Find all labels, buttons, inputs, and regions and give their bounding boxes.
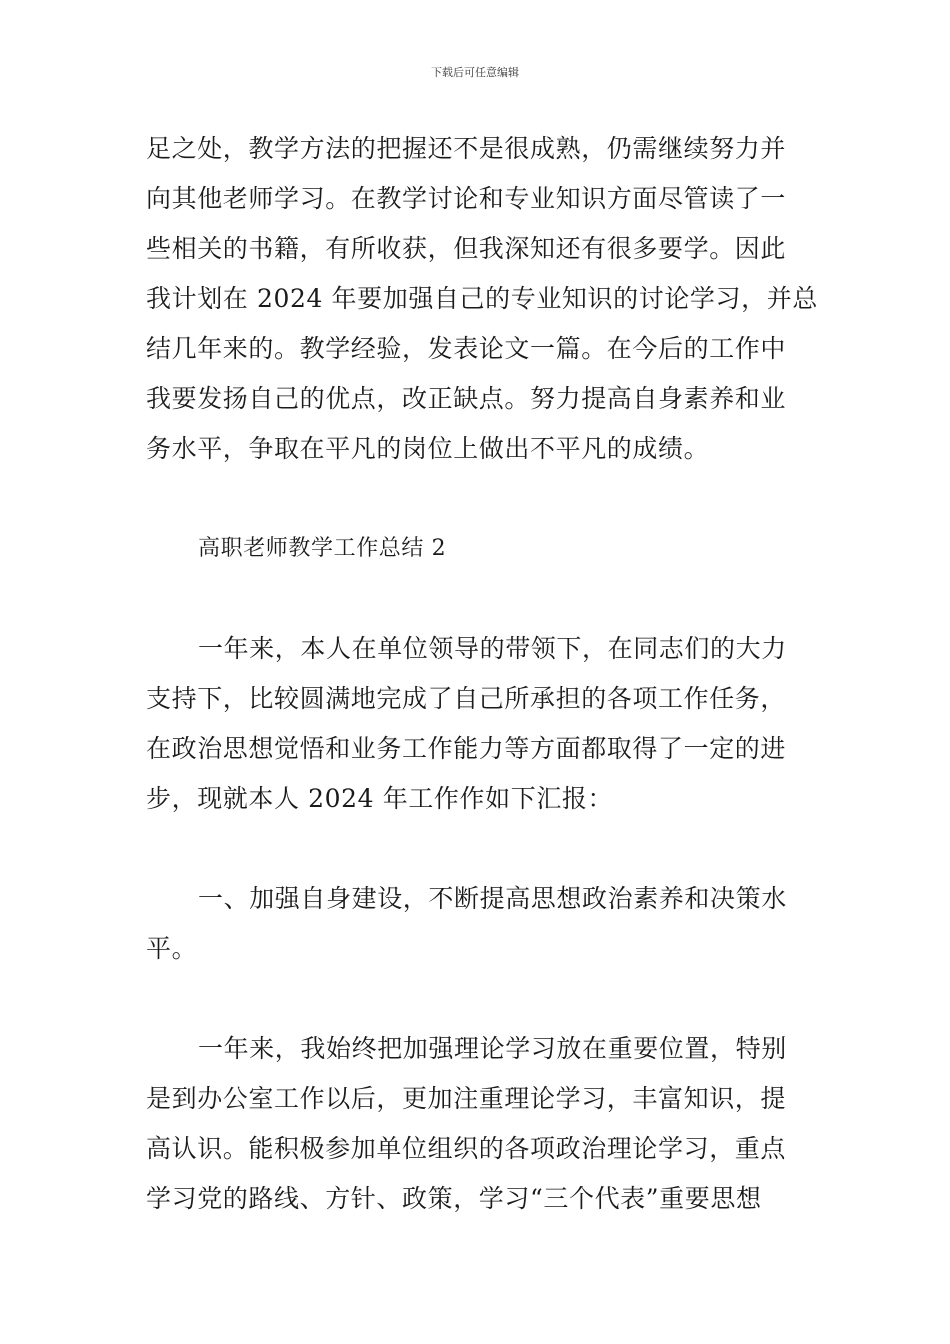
text-line: 步，现就本人 2024 年工作作如下汇报： <box>146 784 614 813</box>
text-line: 在政治思想觉悟和业务工作能力等方面都取得了一定的进 <box>146 734 787 763</box>
text-line: 结几年来的。教学经验，发表论文一篇。在今后的工作中 <box>146 334 787 363</box>
text-line: 我要发扬自己的优点，改正缺点。努力提高自身素养和业 <box>146 384 787 413</box>
section-title: 高职老师教学工作总结 2 <box>198 536 447 561</box>
text-line: 平。 <box>146 934 198 963</box>
paragraph-gap <box>146 474 808 524</box>
text-line: 是到办公室工作以后，更加注重理论学习，丰富知识，提 <box>146 1084 787 1113</box>
paragraph-theory-study <box>146 1024 808 1224</box>
text-line: 一、加强自身建设，不断提高思想政治素养和决策水 <box>198 884 787 913</box>
page-header: 下载后可任意编辑 <box>431 66 519 79</box>
text-line: 足之处，教学方法的把握还不是很成熟，仍需继续努力并 <box>146 134 787 163</box>
text-line: 学习党的路线、方针、政策，学习“三个代表”重要思想 <box>146 1184 762 1213</box>
paragraph-section-one <box>146 874 808 974</box>
paragraph-continuation <box>146 124 818 474</box>
text-line: 些相关的书籍，有所收获，但我深知还有很多要学。因此 <box>146 234 787 263</box>
text-line: 高认识。能积极参加单位组织的各项政治理论学习，重点 <box>146 1134 787 1163</box>
paragraph-intro <box>146 624 808 824</box>
paragraph-gap <box>146 824 808 874</box>
paragraph-gap <box>146 574 808 624</box>
paragraph-gap <box>146 974 808 1024</box>
text-line: 向其他老师学习。在教学讨论和专业知识方面尽管读了一 <box>146 184 787 213</box>
text-line: 一年来，本人在单位领导的带领下，在同志们的大力 <box>198 634 787 663</box>
document-body <box>146 124 818 1224</box>
text-line: 支持下，比较圆满地完成了自己所承担的各项工作任务， <box>146 684 787 713</box>
text-line: 一年来，我始终把加强理论学习放在重要位置，特别 <box>198 1034 787 1063</box>
text-line: 务水平，争取在平凡的岗位上做出不平凡的成绩。 <box>146 434 710 463</box>
text-line: 我计划在 2024 年要加强自己的专业知识的讨论学习，并总 <box>146 284 818 313</box>
